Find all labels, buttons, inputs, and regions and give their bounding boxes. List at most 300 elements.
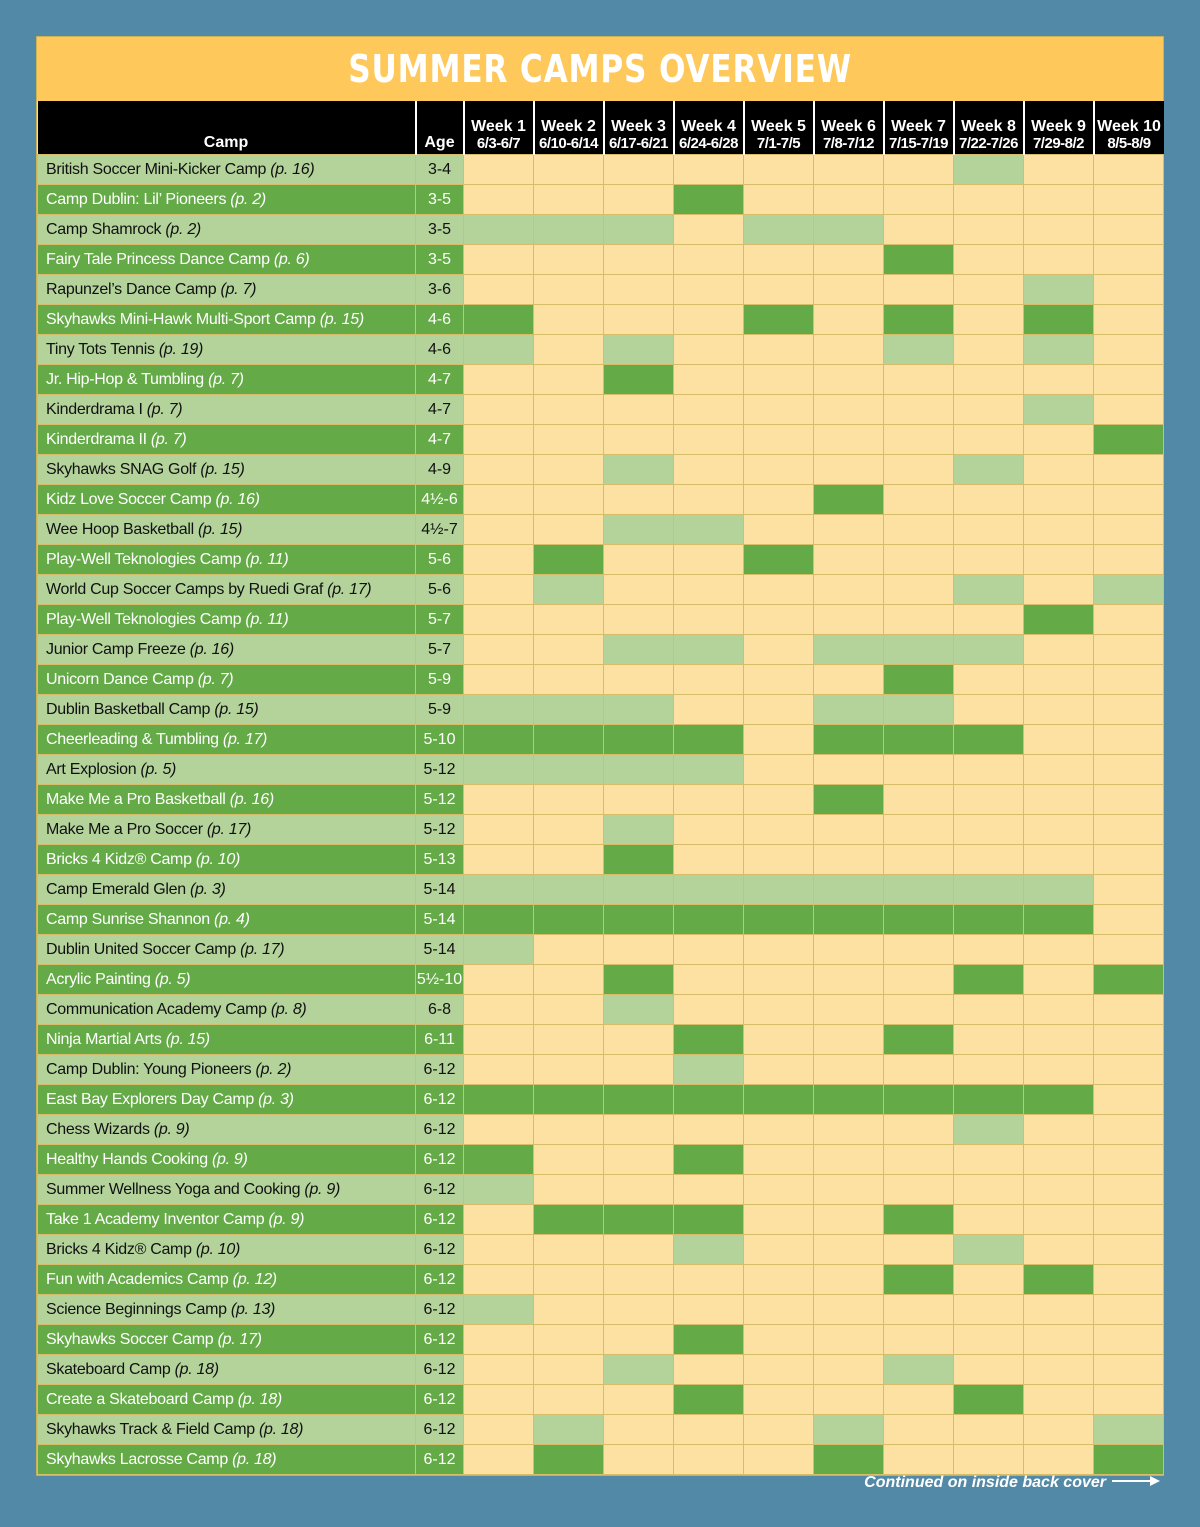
week-3-offered-cell <box>604 695 674 725</box>
week-5-empty-cell <box>744 335 814 365</box>
week-3-empty-cell <box>604 665 674 695</box>
week-8-empty-cell <box>954 755 1024 785</box>
week-1-empty-cell <box>464 995 534 1025</box>
week-3-empty-cell <box>604 575 674 605</box>
camp-name-cell <box>38 1445 416 1475</box>
camp-name: Communication Academy Camp <box>46 1000 267 1018</box>
week-5-empty-cell <box>744 695 814 725</box>
week-6-empty-cell <box>814 515 884 545</box>
camp-name-cell <box>38 725 416 755</box>
table-row <box>38 515 1164 545</box>
week-dates: 6/17-6/21 <box>609 135 668 152</box>
week-2-empty-cell <box>534 815 604 845</box>
week-8-empty-cell <box>954 1205 1024 1235</box>
camp-name: Healthy Hands Cooking <box>46 1150 208 1168</box>
week-8-empty-cell <box>954 1145 1024 1175</box>
table-row <box>38 545 1164 575</box>
camp-name: Skyhawks SNAG Golf <box>46 460 197 478</box>
camp-name-cell <box>38 275 416 305</box>
week-3-offered-cell <box>604 995 674 1025</box>
week-5-offered-cell <box>744 905 814 935</box>
camp-name: Kidz Love Soccer Camp <box>46 490 212 508</box>
camp-name: Jr. Hip-Hop & Tumbling <box>46 370 204 388</box>
camp-page-ref: (p. 7) <box>220 280 257 298</box>
week-2-empty-cell <box>534 425 604 455</box>
week-6-offered-cell <box>814 695 884 725</box>
week-6-offered-cell <box>814 215 884 245</box>
week-10-empty-cell <box>1094 755 1164 785</box>
week-6-empty-cell <box>814 455 884 485</box>
week-6-offered-cell <box>814 875 884 905</box>
camp-name-cell <box>38 365 416 395</box>
week-6-empty-cell <box>814 155 884 185</box>
week-7-empty-cell <box>884 1385 954 1415</box>
camp-name: Camp Sunrise Shannon <box>46 910 210 928</box>
week-2-empty-cell <box>534 1115 604 1145</box>
week-8-empty-cell <box>954 305 1024 335</box>
week-6-empty-cell <box>814 425 884 455</box>
week-6-offered-cell <box>814 1445 884 1475</box>
camp-page-ref: (p. 7) <box>146 400 183 418</box>
week-9-offered-cell <box>1024 335 1094 365</box>
camp-age: 6-12 <box>416 1205 464 1235</box>
week-5-empty-cell <box>744 845 814 875</box>
camp-name-cell <box>38 1265 416 1295</box>
week-5-empty-cell <box>744 1355 814 1385</box>
week-1-empty-cell <box>464 425 534 455</box>
week-8-empty-cell <box>954 1055 1024 1085</box>
week-2-offered-cell <box>534 755 604 785</box>
week-1-offered-cell <box>464 905 534 935</box>
week-6-empty-cell <box>814 545 884 575</box>
camp-name-cell <box>38 1325 416 1355</box>
week-1-empty-cell <box>464 1205 534 1235</box>
week-3-empty-cell <box>604 1445 674 1475</box>
week-4-offered-cell <box>674 1325 744 1355</box>
camp-age: 4½-7 <box>416 515 464 545</box>
week-1-empty-cell <box>464 605 534 635</box>
camp-page-ref: (p. 17) <box>240 940 285 958</box>
camp-page-ref: (p. 18) <box>174 1360 219 1378</box>
week-8-empty-cell <box>954 1175 1024 1205</box>
camps-overview-sheet <box>36 36 1164 1476</box>
camp-page-ref: (p. 16) <box>229 790 274 808</box>
camp-name-cell <box>38 755 416 785</box>
week-dates: 6/24-6/28 <box>679 135 738 152</box>
week-7-offered-cell <box>884 665 954 695</box>
week-1-offered-cell <box>464 725 534 755</box>
camp-name: Skyhawks Mini-Hawk Multi-Sport Camp <box>46 310 316 328</box>
week-label: Week 5 <box>751 118 806 135</box>
week-3-empty-cell <box>604 1025 674 1055</box>
camp-name-cell <box>38 245 416 275</box>
week-9-empty-cell <box>1024 965 1094 995</box>
week-10-empty-cell <box>1094 1385 1164 1415</box>
camp-page-ref: (p. 9) <box>304 1180 340 1198</box>
week-6-empty-cell <box>814 1115 884 1145</box>
camp-age: 4-7 <box>416 365 464 395</box>
week-9-offered-cell <box>1024 905 1094 935</box>
week-5-empty-cell <box>744 1235 814 1265</box>
week-2-empty-cell <box>534 395 604 425</box>
week-6-column-header <box>814 101 884 155</box>
week-2-empty-cell <box>534 665 604 695</box>
camp-age: 4-6 <box>416 335 464 365</box>
header-row <box>38 101 1164 155</box>
camp-name: Skyhawks Lacrosse Camp <box>46 1450 228 1468</box>
camp-name-cell <box>38 635 416 665</box>
week-2-empty-cell <box>534 455 604 485</box>
week-10-empty-cell <box>1094 935 1164 965</box>
week-label: Week 6 <box>821 118 876 135</box>
week-7-empty-cell <box>884 215 954 245</box>
week-label: Week 3 <box>611 118 666 135</box>
week-9-empty-cell <box>1024 935 1094 965</box>
week-2-offered-cell <box>534 725 604 755</box>
week-9-empty-cell <box>1024 1445 1094 1475</box>
week-1-column-header <box>464 101 534 155</box>
week-5-empty-cell <box>744 1115 814 1145</box>
week-4-empty-cell <box>674 1415 744 1445</box>
week-3-empty-cell <box>604 1265 674 1295</box>
camp-name-cell <box>38 605 416 635</box>
week-dates: 6/10-6/14 <box>539 135 598 152</box>
week-3-empty-cell <box>604 935 674 965</box>
week-2-offered-cell <box>534 215 604 245</box>
week-9-empty-cell <box>1024 995 1094 1025</box>
week-4-empty-cell <box>674 215 744 245</box>
week-label: Week 7 <box>891 118 946 135</box>
week-label: Week 8 <box>961 118 1016 135</box>
week-8-empty-cell <box>954 395 1024 425</box>
week-1-offered-cell <box>464 695 534 725</box>
table-row <box>38 785 1164 815</box>
week-6-empty-cell <box>814 1205 884 1235</box>
camp-name: Wee Hoop Basketball <box>46 520 194 538</box>
week-7-empty-cell <box>884 515 954 545</box>
week-3-empty-cell <box>604 785 674 815</box>
week-9-empty-cell <box>1024 545 1094 575</box>
table-row <box>38 425 1164 455</box>
week-10-empty-cell <box>1094 305 1164 335</box>
week-9-empty-cell <box>1024 695 1094 725</box>
week-3-empty-cell <box>604 155 674 185</box>
week-10-empty-cell <box>1094 815 1164 845</box>
week-5-empty-cell <box>744 575 814 605</box>
camp-name: Dublin United Soccer Camp <box>46 940 236 958</box>
camp-name-cell <box>38 1115 416 1145</box>
table-row <box>38 695 1164 725</box>
week-7-offered-cell <box>884 905 954 935</box>
week-5-empty-cell <box>744 815 814 845</box>
week-2-offered-cell <box>534 1445 604 1475</box>
week-4-empty-cell <box>674 815 744 845</box>
week-5-offered-cell <box>744 1085 814 1115</box>
week-4-empty-cell <box>674 665 744 695</box>
camp-name: Unicorn Dance Camp <box>46 670 194 688</box>
camp-age: 5-6 <box>416 545 464 575</box>
week-2-empty-cell <box>534 485 604 515</box>
camp-age: 5½-10 <box>416 965 464 995</box>
week-6-empty-cell <box>814 1145 884 1175</box>
week-8-empty-cell <box>954 545 1024 575</box>
camp-name: Summer Wellness Yoga and Cooking <box>46 1180 301 1198</box>
camp-age: 6-12 <box>416 1295 464 1325</box>
week-3-empty-cell <box>604 1325 674 1355</box>
camp-name-cell <box>38 935 416 965</box>
camp-page-ref: (p. 18) <box>237 1390 282 1408</box>
week-2-empty-cell <box>534 635 604 665</box>
week-3-offered-cell <box>604 815 674 845</box>
week-7-empty-cell <box>884 785 954 815</box>
camp-name: Skateboard Camp <box>46 1360 171 1378</box>
week-7-offered-cell <box>884 1205 954 1235</box>
week-4-empty-cell <box>674 935 744 965</box>
week-5-empty-cell <box>744 935 814 965</box>
camp-page-ref: (p. 5) <box>154 970 191 988</box>
week-5-empty-cell <box>744 185 814 215</box>
week-4-offered-cell <box>674 1235 744 1265</box>
camp-name-cell <box>38 575 416 605</box>
camp-page-ref: (p. 17) <box>222 730 268 748</box>
week-7-empty-cell <box>884 275 954 305</box>
camp-page-ref: (p. 17) <box>217 1330 262 1348</box>
week-10-offered-cell <box>1094 1445 1164 1475</box>
week-8-empty-cell <box>954 1355 1024 1385</box>
week-4-empty-cell <box>674 785 744 815</box>
week-6-empty-cell <box>814 305 884 335</box>
week-8-offered-cell <box>954 1385 1024 1415</box>
week-4-empty-cell <box>674 305 744 335</box>
week-7-empty-cell <box>884 1055 954 1085</box>
week-7-empty-cell <box>884 455 954 485</box>
week-3-offered-cell <box>604 965 674 995</box>
table-row <box>38 1145 1164 1175</box>
week-2-empty-cell <box>534 1265 604 1295</box>
table-row <box>38 965 1164 995</box>
week-2-empty-cell <box>534 1145 604 1175</box>
week-9-empty-cell <box>1024 1145 1094 1175</box>
week-4-empty-cell <box>674 575 744 605</box>
camp-age: 4-7 <box>416 395 464 425</box>
camp-name: Camp Dublin: Lil’ Pioneers <box>46 190 227 208</box>
age-column-header: Age <box>416 101 464 155</box>
week-6-empty-cell <box>814 1355 884 1385</box>
week-1-empty-cell <box>464 365 534 395</box>
week-1-empty-cell <box>464 155 534 185</box>
week-4-empty-cell <box>674 545 744 575</box>
week-1-empty-cell <box>464 1055 534 1085</box>
table-row <box>38 1415 1164 1445</box>
week-10-empty-cell <box>1094 1025 1164 1055</box>
camp-page-ref: (p. 2) <box>230 190 266 208</box>
table-row <box>38 635 1164 665</box>
week-10-empty-cell <box>1094 635 1164 665</box>
week-1-empty-cell <box>464 1115 534 1145</box>
week-3-offered-cell <box>604 455 674 485</box>
week-3-empty-cell <box>604 1385 674 1415</box>
week-2-empty-cell <box>534 1235 604 1265</box>
week-10-empty-cell <box>1094 245 1164 275</box>
week-4-offered-cell <box>674 875 744 905</box>
camp-age: 6-12 <box>416 1415 464 1445</box>
week-2-offered-cell <box>534 875 604 905</box>
week-9-empty-cell <box>1024 665 1094 695</box>
camp-age: 3-5 <box>416 185 464 215</box>
table-row <box>38 1325 1164 1355</box>
week-1-empty-cell <box>464 1385 534 1415</box>
week-8-empty-cell <box>954 605 1024 635</box>
week-2-empty-cell <box>534 305 604 335</box>
week-3-empty-cell <box>604 395 674 425</box>
camp-page-ref: (p. 11) <box>245 610 289 628</box>
camp-age: 3-6 <box>416 275 464 305</box>
week-4-empty-cell <box>674 1445 744 1475</box>
camp-page-ref: (p. 3) <box>258 1090 294 1108</box>
camp-age: 5-12 <box>416 815 464 845</box>
week-4-empty-cell <box>674 995 744 1025</box>
camp-name: Fairy Tale Princess Dance Camp <box>46 250 270 268</box>
camp-age: 6-12 <box>416 1175 464 1205</box>
table-row <box>38 905 1164 935</box>
week-8-offered-cell <box>954 965 1024 995</box>
week-9-empty-cell <box>1024 1385 1094 1415</box>
camp-age: 5-7 <box>416 635 464 665</box>
camp-name-cell <box>38 1145 416 1175</box>
week-9-empty-cell <box>1024 845 1094 875</box>
week-10-empty-cell <box>1094 485 1164 515</box>
camp-name-cell <box>38 785 416 815</box>
week-5-empty-cell <box>744 515 814 545</box>
week-6-empty-cell <box>814 1175 884 1205</box>
week-10-offered-cell <box>1094 965 1164 995</box>
week-8-empty-cell <box>954 695 1024 725</box>
week-5-empty-cell <box>744 1415 814 1445</box>
week-9-empty-cell <box>1024 1295 1094 1325</box>
camp-age: 4-9 <box>416 455 464 485</box>
camp-name: British Soccer Mini-Kicker Camp <box>46 160 267 178</box>
camp-age: 6-8 <box>416 995 464 1025</box>
camp-age: 5-9 <box>416 695 464 725</box>
week-3-empty-cell <box>604 1145 674 1175</box>
week-9-offered-cell <box>1024 1085 1094 1115</box>
camp-name-cell <box>38 965 416 995</box>
camp-age: 3-4 <box>416 155 464 185</box>
week-6-empty-cell <box>814 575 884 605</box>
table-row <box>38 1055 1164 1085</box>
week-6-offered-cell <box>814 1415 884 1445</box>
week-5-empty-cell <box>744 1025 814 1055</box>
week-7-empty-cell <box>884 1325 954 1355</box>
camp-age: 4-6 <box>416 305 464 335</box>
camp-age: 3-5 <box>416 215 464 245</box>
week-4-offered-cell <box>674 635 744 665</box>
week-9-empty-cell <box>1024 1025 1094 1055</box>
week-9-empty-cell <box>1024 1415 1094 1445</box>
table-row <box>38 1355 1164 1385</box>
week-dates: 7/15-7/19 <box>889 135 948 152</box>
camps-table <box>37 101 1164 1475</box>
week-7-empty-cell <box>884 935 954 965</box>
week-1-empty-cell <box>464 545 534 575</box>
week-9-offered-cell <box>1024 305 1094 335</box>
week-9-empty-cell <box>1024 1115 1094 1145</box>
week-7-empty-cell <box>884 815 954 845</box>
camp-page-ref: (p. 2) <box>255 1060 292 1078</box>
week-10-offered-cell <box>1094 1415 1164 1445</box>
week-10-empty-cell <box>1094 455 1164 485</box>
camp-name: Make Me a Pro Basketball <box>46 790 226 808</box>
week-dates: 7/22-7/26 <box>959 135 1018 152</box>
camp-name-cell <box>38 665 416 695</box>
camp-age: 5-10 <box>416 725 464 755</box>
table-row <box>38 1085 1164 1115</box>
week-10-empty-cell <box>1094 1055 1164 1085</box>
camp-page-ref: (p. 10) <box>195 1240 240 1258</box>
week-10-empty-cell <box>1094 275 1164 305</box>
week-5-empty-cell <box>744 365 814 395</box>
camp-page-ref: (p. 7) <box>197 670 234 688</box>
week-8-offered-cell <box>954 1235 1024 1265</box>
week-8-empty-cell <box>954 845 1024 875</box>
camp-name: Play-Well Teknologies Camp <box>46 550 242 568</box>
week-4-offered-cell <box>674 755 744 785</box>
week-8-empty-cell <box>954 1325 1024 1355</box>
week-4-offered-cell <box>674 1085 744 1115</box>
week-7-empty-cell <box>884 425 954 455</box>
table-row <box>38 995 1164 1025</box>
week-9-empty-cell <box>1024 1205 1094 1235</box>
week-4-offered-cell <box>674 1145 744 1175</box>
camp-age: 6-12 <box>416 1055 464 1085</box>
week-5-empty-cell <box>744 1295 814 1325</box>
camp-page-ref: (p. 8) <box>270 1000 307 1018</box>
week-6-empty-cell <box>814 185 884 215</box>
camp-name: Bricks 4 Kidz® Camp <box>46 850 192 868</box>
week-dates: 7/29-8/2 <box>1032 135 1085 152</box>
week-4-empty-cell <box>674 965 744 995</box>
camp-page-ref: (p. 4) <box>214 910 250 928</box>
week-10-offered-cell <box>1094 425 1164 455</box>
week-10-empty-cell <box>1094 995 1164 1025</box>
week-2-empty-cell <box>534 275 604 305</box>
camp-name-cell <box>38 215 416 245</box>
week-8-offered-cell <box>954 575 1024 605</box>
continued-note <box>864 1474 1160 1492</box>
week-6-offered-cell <box>814 485 884 515</box>
week-5-empty-cell <box>744 1385 814 1415</box>
week-3-empty-cell <box>604 485 674 515</box>
camp-page-ref: (p. 15) <box>319 310 364 328</box>
week-7-offered-cell <box>884 1265 954 1295</box>
week-9-empty-cell <box>1024 515 1094 545</box>
week-10-empty-cell <box>1094 1295 1164 1325</box>
camp-age: 6-12 <box>416 1235 464 1265</box>
camp-age: 4-7 <box>416 425 464 455</box>
week-6-empty-cell <box>814 995 884 1025</box>
week-7-empty-cell <box>884 365 954 395</box>
week-7-empty-cell <box>884 755 954 785</box>
week-1-empty-cell <box>464 815 534 845</box>
week-8-empty-cell <box>954 1025 1024 1055</box>
camp-name: Kinderdrama II <box>46 430 147 448</box>
week-3-offered-cell <box>604 515 674 545</box>
week-5-empty-cell <box>744 245 814 275</box>
week-10-empty-cell <box>1094 725 1164 755</box>
table-row <box>38 155 1164 185</box>
week-9-empty-cell <box>1024 1055 1094 1085</box>
week-6-empty-cell <box>814 755 884 785</box>
